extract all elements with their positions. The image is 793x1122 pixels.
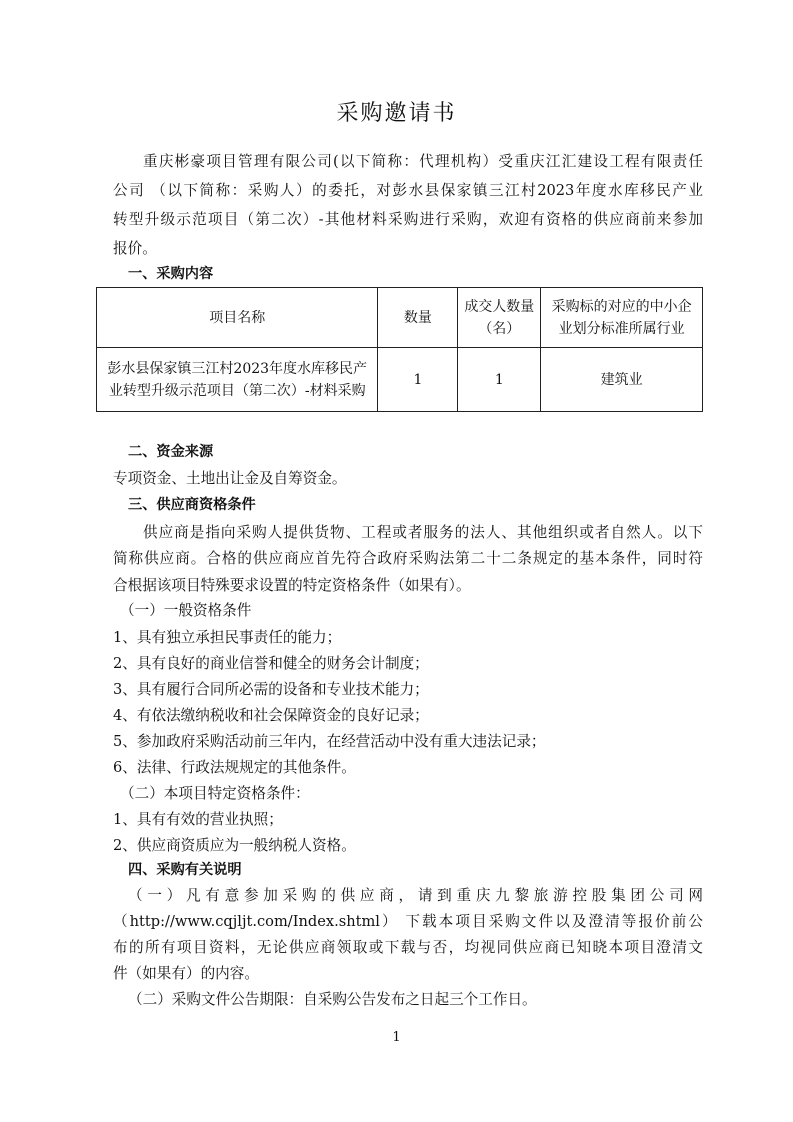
header-industry-line2: 业划分标准所属行业 <box>558 320 685 337</box>
procurement-table <box>96 287 703 412</box>
section-funding-source: 二、资金来源 <box>128 444 214 460</box>
section-qualifications: 三、供应商资格条件 <box>128 497 256 513</box>
notes-line-1: （一）凡有意参加采购的供应商，请到重庆九黎旅游控股集团公司网 <box>128 887 703 904</box>
table-row <box>97 348 703 412</box>
qual-intro-line-1: 供应商是指向采购人提供货物、工程或者服务的法人、其他组织或者自然人。以下 <box>143 524 703 541</box>
intro-line-4: 报价。 <box>113 240 157 257</box>
qual-intro-line-2: 简称供应商。合格的供应商应首先符合政府采购法第二十二条规定的基本条件，同时符 <box>113 550 703 567</box>
general-item-5: 5、参加政府采购活动前三年内，在经营活动中没有重大违法记录； <box>113 733 546 750</box>
general-item-3: 3、具有履行合同所必需的设备和专业技术能力； <box>113 681 429 698</box>
notes-line-3: 布的所有项目资料，无论供应商领取或下载与否，均视同供应商已知晓本项目澄清文 <box>113 939 703 956</box>
page-number: 1 <box>392 1030 401 1045</box>
funding-text: 专项资金、土地出让金及自筹资金。 <box>113 470 347 487</box>
intro-line-3: 转型升级示范项目（第二次）-其他材料采购进行采购，欢迎有资格的供应商前来参加 <box>113 211 703 228</box>
notes-line-5: （二）采购文件公告期限：自采购公告发布之日起三个工作日。 <box>128 991 537 1008</box>
general-item-2: 2、具有良好的商业信誉和健全的财务会计制度； <box>113 655 429 672</box>
special-qual-title: （二）本项目特定资格条件： <box>120 785 310 802</box>
cell-project-name <box>97 348 378 412</box>
qual-intro-line-3: 合根据该项目特殊要求设置的特定资格条件（如果有）。 <box>113 577 471 594</box>
table-header-row <box>97 288 703 348</box>
intro-line-1: 重庆彬豪项目管理有限公司(以下简称：代理机构）受重庆江汇建设工程有限责任 <box>143 153 703 170</box>
header-winners <box>458 288 541 348</box>
header-winners-line1: 成交人数量 <box>464 298 535 315</box>
general-item-1: 1、具有独立承担民事责任的能力； <box>113 629 342 646</box>
header-winners-line2: （名） <box>478 320 521 337</box>
header-quantity: 数量 <box>378 288 458 348</box>
section-procurement-notes: 四、采购有关说明 <box>128 862 242 878</box>
header-project-name: 项目名称 <box>97 288 378 348</box>
notes-line-4: 件（如果有）的内容。 <box>113 965 259 982</box>
cell-project-name-line2: 业转型升级示范项目（第二次）-材料采购 <box>108 382 366 399</box>
special-item-1: 1、具有有效的营业执照； <box>113 811 283 828</box>
document-title: 采购邀请书 <box>336 101 457 126</box>
header-industry <box>541 288 703 348</box>
intro-line-2: 公司 （以下简称：采购人）的委托，对彭水县保家镇三江村2023年度水库移民产业 <box>113 182 703 199</box>
general-item-4: 4、有依法缴纳税收和社会保障资金的良好记录； <box>113 707 429 724</box>
cell-winners: 1 <box>458 348 541 412</box>
cell-industry: 建筑业 <box>541 348 703 412</box>
cell-project-name-line1: 彭水县保家镇三江村2023年度水库移民产 <box>107 360 368 377</box>
general-qual-title: （一）一般资格条件 <box>120 602 252 619</box>
special-item-2: 2、供应商资质应为一般纳税人资格。 <box>113 837 356 854</box>
section-procurement-content: 一、采购内容 <box>128 266 214 282</box>
general-item-6: 6、法律、行政法规规定的其他条件。 <box>113 759 356 776</box>
cell-quantity: 1 <box>378 348 458 412</box>
notes-line-2: （http://www.cqjljt.com/Index.shtml） 下载本项目采购文件以及澄清等报价前公 <box>113 913 703 930</box>
header-industry-line1: 采购标的对应的中小企 <box>551 298 692 315</box>
